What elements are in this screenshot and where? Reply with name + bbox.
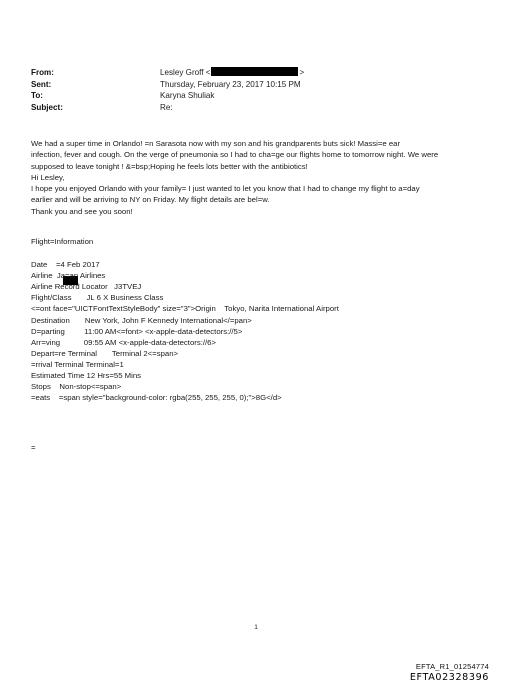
flight-line: Stops Non-stop<=span>: [31, 382, 122, 392]
flight-line: Date =4 Feb 2017: [31, 260, 100, 270]
email-header: [31, 67, 471, 113]
flight-line: Estimated Time 12 Hrs=55 Mins: [31, 371, 142, 381]
bates-number-secondary: EFTA02328396: [409, 672, 489, 683]
body-line-1-start: We had a super time in Orlando! =n Sarasota now with my son and his grandparents but: [31, 139, 334, 148]
trailing-equals: =: [31, 443, 36, 452]
bates-number-primary: EFTA_R1_01254774: [415, 662, 489, 671]
email-body: [31, 138, 486, 217]
to-value: Karyna Shuliak: [160, 91, 215, 101]
body-line: Hi Lesley,: [31, 172, 65, 182]
from-label: From:: [31, 68, 54, 77]
body-line: I hope you enjoyed Orlando with your family= I just wanted to let you know that I had to change my flight to a=day: [31, 184, 420, 194]
flight-information: [31, 236, 491, 403]
body-line: supposed to leave tonight ! &=bsp;Hoping he feels lots better with the antibiotics!: [31, 161, 308, 171]
page-number: 1: [254, 624, 258, 631]
body-line-1-end: s sick! Massi=e ear: [333, 139, 401, 148]
flight-line: D=parting 11:00 AM<=font> <x-apple-data-detectors://5>: [31, 326, 243, 336]
header-row-from: [31, 67, 471, 79]
sent-label: Sent:: [31, 79, 52, 89]
body-line: infection, fever and cough. On the verge of pneumonia so I had to cha=ge our flights home to tomorrow night. We were: [31, 150, 439, 160]
header-row-to: [31, 90, 471, 102]
flight-line: Flight/Class JL 6 X Business Class: [31, 293, 164, 303]
flight-line: <=ont face="UICTFontTextStyleBody" size="3">Origin Tokyo, Narita International Airport: [31, 304, 339, 314]
flight-line: Depart=re Terminal Terminal 2<=span>: [31, 348, 179, 358]
body-line: earlier and will be arriving to NY on Friday. My flight details are bel=w.: [31, 195, 270, 205]
from-value-end: >: [299, 68, 305, 77]
redaction-box: [211, 67, 298, 76]
subject-value: Re:: [160, 102, 173, 112]
from-value-text: Lesley Groff <: [160, 68, 211, 77]
body-line: [31, 138, 486, 149]
flight-line: Airline Ja=an Airlines: [31, 271, 106, 281]
flight-info-title: Flight=Information: [31, 237, 94, 246]
flight-line: Airline Record Locator J3TVEJ: [31, 282, 142, 292]
header-row-sent: [31, 79, 471, 91]
from-value: [160, 67, 471, 79]
flight-line: =eats =span style="background-color: rgba(255, 255, 255, 0);">8G</d>: [31, 393, 282, 403]
header-row-subject: [31, 102, 471, 114]
to-label: To:: [31, 91, 43, 101]
flight-line: Destination New York, John F Kennedy International</=pan>: [31, 315, 252, 325]
body-line: Thank you and see you soon!: [31, 206, 133, 216]
subject-label: Subject:: [31, 102, 63, 112]
flight-line: Arr=ving 09:55 AM <x-apple-data-detectors://6>: [31, 337, 217, 347]
sent-value: Thursday, February 23, 2017 10:15 PM: [160, 79, 301, 89]
flight-line: =rrival Terminal Terminal=1: [31, 359, 124, 369]
